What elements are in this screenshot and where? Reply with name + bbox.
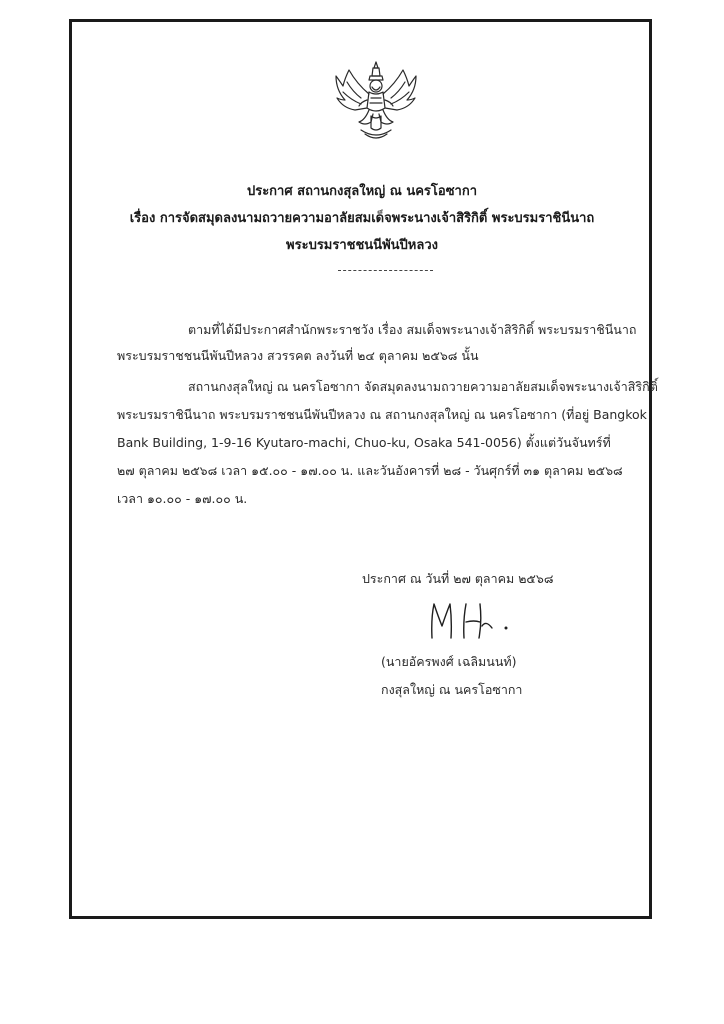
paragraph-2-line-5: เวลา ๑๐.๐๐ - ๑๗.๐๐ น. <box>117 491 248 506</box>
paragraph-2-line-1: สถานกงสุลใหญ่ ณ นครโอซากา จัดสมุดลงนามถวายความอาลัยสมเด็จพระนางเจ้าสิริกิติ์ <box>188 379 658 394</box>
announcement-subject: เรื่อง การจัดสมุดลงนามถวายความอาลัยสมเด็จพระนางเจ้าสิริกิติ์ พระบรมราชินีนาถ <box>129 211 595 226</box>
announcement-date: ประกาศ ณ วันที่ ๒๗ ตุลาคม ๒๕๖๘ <box>362 571 554 586</box>
announcement-subject-continued: พระบรมราชชนนีพันปีหลวง <box>286 238 438 253</box>
signer-name: (นายอัครพงศ์ เฉลิมนนท์) <box>381 654 517 669</box>
garuda-emblem-icon <box>331 60 421 142</box>
paragraph-1-line-2: พระบรมราชชนนีพันปีหลวง สวรรคต ลงวันที่ ๒๔ ตุลาคม ๒๕๖๘ นั้น <box>117 348 479 363</box>
paragraph-1-line-1: ตามที่ได้มีประกาศสำนักพระราชวัง เรื่อง สมเด็จพระนางเจ้าสิริกิติ์ พระบรมราชินีนาถ <box>188 322 637 337</box>
paragraph-2-line-4: ๒๗ ตุลาคม ๒๕๖๘ เวลา ๑๕.๐๐ - ๑๗.๐๐ น. และวันอังคารที่ ๒๘ - วันศุกร์ที่ ๓๑ ตุลาคม ๒๕๖๘ <box>117 463 623 478</box>
announcement-title: ประกาศ สถานกงสุลใหญ่ ณ นครโอซากา <box>246 184 478 199</box>
paragraph-2-line-3: Bank Building, 1-9-16 Kyutaro-machi, Chuo-ku, Osaka 541-0056) ตั้งแต่วันจันทร์ที่ <box>117 435 611 450</box>
title-separator <box>338 270 433 271</box>
handwritten-signature-icon <box>420 598 520 644</box>
paragraph-2-line-2: พระบรมราชินีนาถ พระบรมราชชนนีพันปีหลวง ณ สถานกงสุลใหญ่ ณ นครโอซากา (ที่อยู่ Bangkok <box>117 407 647 422</box>
signer-title: กงสุลใหญ่ ณ นครโอซากา <box>381 682 523 697</box>
